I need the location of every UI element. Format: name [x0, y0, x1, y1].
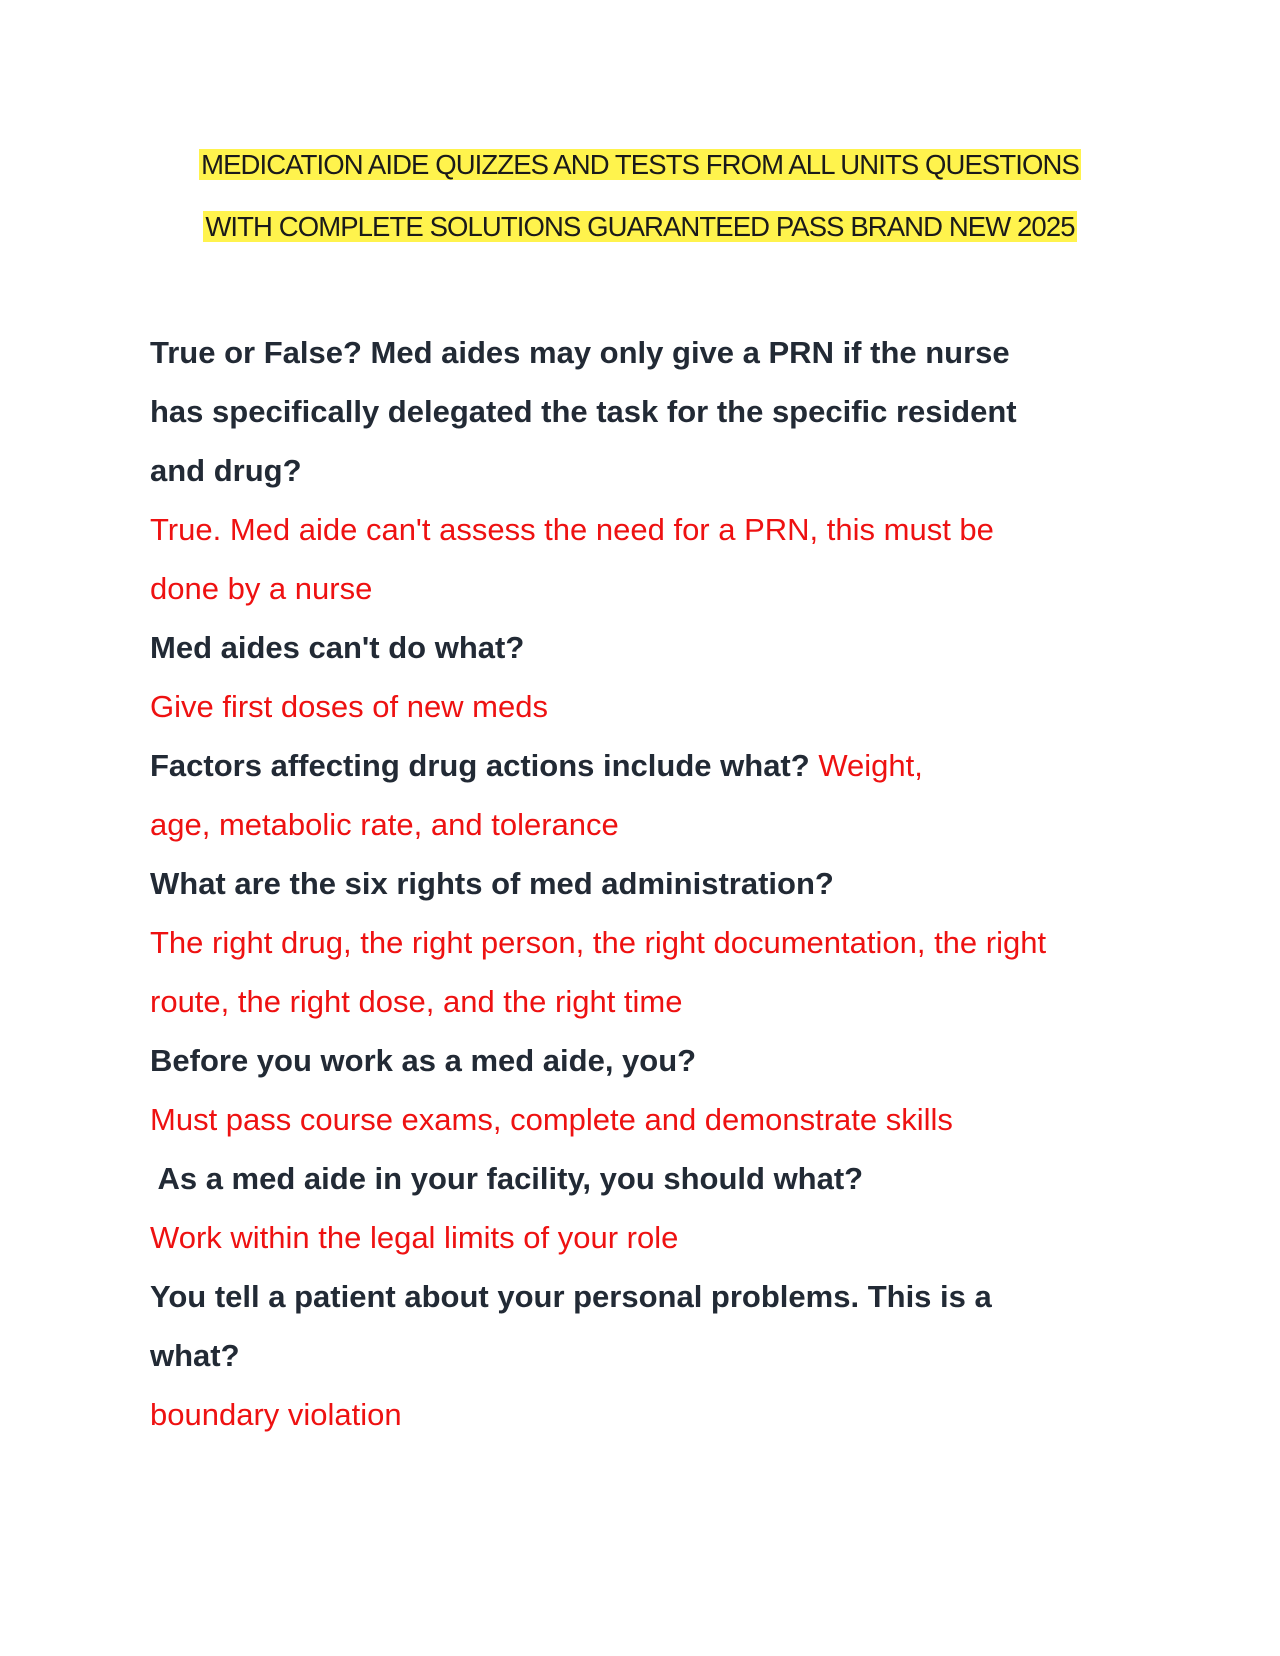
answer-line: The right drug, the right person, the right documentation, the right	[150, 925, 1047, 960]
answer-line: age, metabolic rate, and tolerance	[150, 807, 619, 842]
question-line: what?	[150, 1338, 240, 1373]
answer-line: Must pass course exams, complete and demonstrate skills	[150, 1102, 953, 1137]
qa-content	[150, 323, 1150, 1444]
answer-line: route, the right dose, and the right time	[150, 984, 683, 1019]
question-line: As a med aide in your facility, you should what?	[150, 1161, 864, 1196]
answer-line: Work within the legal limits of your role	[150, 1220, 679, 1255]
question-line: has specifically delegated the task for the specific resident	[150, 394, 1017, 429]
question-line: What are the six rights of med administration?	[150, 866, 834, 901]
question-line: True or False? Med aides may only give a PRN if the nurse	[150, 335, 1010, 370]
question-line: Med aides can't do what?	[150, 630, 525, 665]
answer-line: boundary violation	[150, 1397, 402, 1432]
title-line-2: WITH COMPLETE SOLUTIONS GUARANTEED PASS BRAND NEW 2025	[205, 211, 1075, 242]
question-line: Before you work as a med aide, you?	[150, 1043, 697, 1078]
answer-line: Give first doses of new meds	[150, 689, 548, 724]
answer-line: True. Med aide can't assess the need for a PRN, this must be	[150, 512, 994, 547]
question-line: You tell a patient about your personal problems. This is a	[150, 1279, 992, 1314]
question-line: and drug?	[150, 453, 302, 488]
document-title	[0, 148, 1280, 244]
title-line-1: MEDICATION AIDE QUIZZES AND TESTS FROM ALL UNITS QUESTIONS	[201, 149, 1079, 180]
mixed-line	[150, 736, 1150, 795]
answer-line: done by a nurse	[150, 571, 373, 606]
question-text: Factors affecting drug actions include what?	[150, 748, 810, 783]
answer-text: Weight,	[818, 748, 923, 783]
